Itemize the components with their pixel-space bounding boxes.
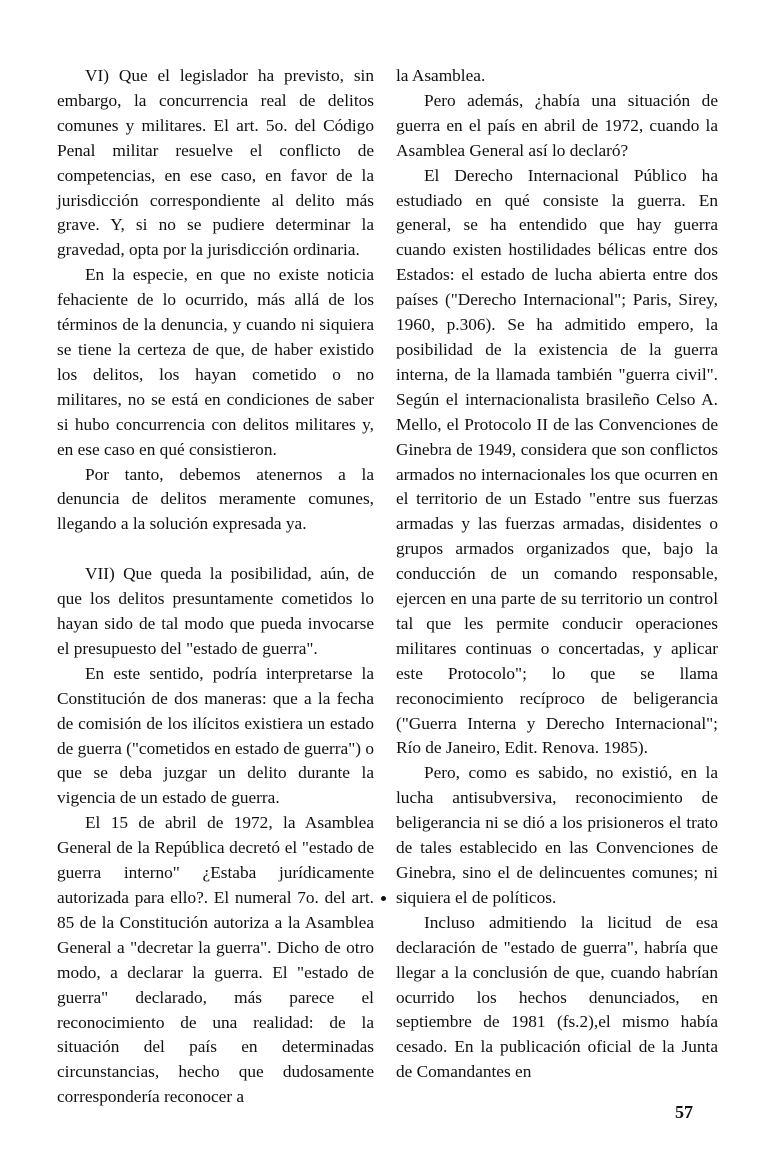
paragraph-vii: VII) Que queda la posibilidad, aún, de que los delitos presuntamente cometidos lo hayan sido de tal modo que pueda invocarse el presupuesto del "estado de guerra". — [57, 564, 374, 658]
paragraph-derecho-internacional: El Derecho Internacional Público ha estudiado en qué consiste la guerra. En general, se ha entendido que hay guerra cuando existen hostilidades bélicas entre dos Estados: el estado de lucha abierta entre dos países ("Derecho Internacional"; Paris, Sirey, 1960, p.306). Se ha admitido empero, la posibilidad de la existencia de la guerra interna, de la llamada también "guerra civil". Según el internacionalista brasileño Celso A. Mello, el Protocolo II de las Convenciones de Ginebra de 1949, considera que son conflictos armados no internacionales los que ocurren en el territorio de un Estado "entre sus fuerzas armadas y las fuerzas armadas, disidentes o grupos armados organizados que, bajo la conducción de un comando responsable, ejercen en una parte de su territorio un control tal que les permite conducir operaciones militares continuas o concertadas, y aplicar este Protocolo"; lo que se llama reconocimiento recíproco de beligerancia ("Guerra Interna y Derecho Internacional"; Río de Janeiro, Edit. Renova. 1985). — [396, 165, 718, 758]
paragraph-incluso-admitiendo: Incluso admitiendo la licitud de esa declaración de "estado de guerra", habría que llegar a la conclusión de que, cuando habrían ocurrido los hechos denunciados, en septiembre de 1981 (fs.2),el mismo había cesado. En la publicación oficial de la Junta de Comandantes en — [396, 912, 718, 1082]
paragraph-pero-como-es-sabido: Pero, como es sabido, no existió, en la lucha antisubversiva, reconocimiento de beligerancia ni se dió a los prisioneros el trato de tales establecido en las Convenciones de Ginebra, sino el de delincuentes comunes; ni siquiera el de políticos. — [396, 763, 718, 907]
paragraph-en-la-especie: En la especie, en que no existe noticia fehaciente de lo ocurrido, más allá de los términos de la denuncia, y cuando ni siquiera se tiene la certeza de que, de haber existido los delitos, los hayan cometido o no militares, no se está en condiciones de saber si hubo concurrencia con delitos militares y, en ese caso en qué consistieron. — [57, 265, 374, 459]
paragraph-el-15-de-abril: El 15 de abril de 1972, la Asamblea General de la República decretó el "estado de guerra interno" ¿Estaba jurídicamente autorizada para ello?. El numeral 7o. del art. 85 de la Constitución autoriza a la Asamblea General a "decretar la guerra". Dicho de otro modo, a declarar la guerra. El "estado de guerra" declarado, más parece el reconocimiento de una realidad: de la situación del país en determinadas circunstancias, hecho que dudosamente correspondería reconocer a — [57, 813, 374, 1107]
paragraph-vi: VI) Que el legislador ha previsto, sin embargo, la concurrencia real de delitos comunes y militares. El art. 5o. del Código Penal militar resuelve el conflicto de competencias, en ese caso, en favor de la jurisdicción correspondiente al delito más grave. Y, si no se pudiere determinar la gravedad, opta por la jurisdicción ordinaria. — [57, 66, 374, 260]
left-column — [57, 64, 374, 1110]
margin-mark — [381, 896, 386, 901]
paragraph-en-este-sentido: En este sentido, podría interpretarse la Constitución de dos maneras: que a la fecha de comisión de los ilícitos existiera un estado de guerra ("cometidos en estado de guerra") o que se deba juzgar un delito durante la vigencia de un estado de guerra. — [57, 663, 374, 808]
paragraph-continuation: la Asamblea. — [396, 66, 486, 85]
section-gap — [57, 537, 374, 562]
paragraph-por-tanto: Por tanto, debemos atenernos a la denuncia de delitos meramente comunes, llegando a la solución expresada ya. — [57, 464, 374, 534]
page-number: 57 — [675, 1102, 693, 1122]
right-column — [396, 64, 718, 1085]
paragraph-pero-ademas: Pero además, ¿había una situación de guerra en el país en abril de 1972, cuando la Asamblea General así lo declaró? — [396, 90, 718, 160]
